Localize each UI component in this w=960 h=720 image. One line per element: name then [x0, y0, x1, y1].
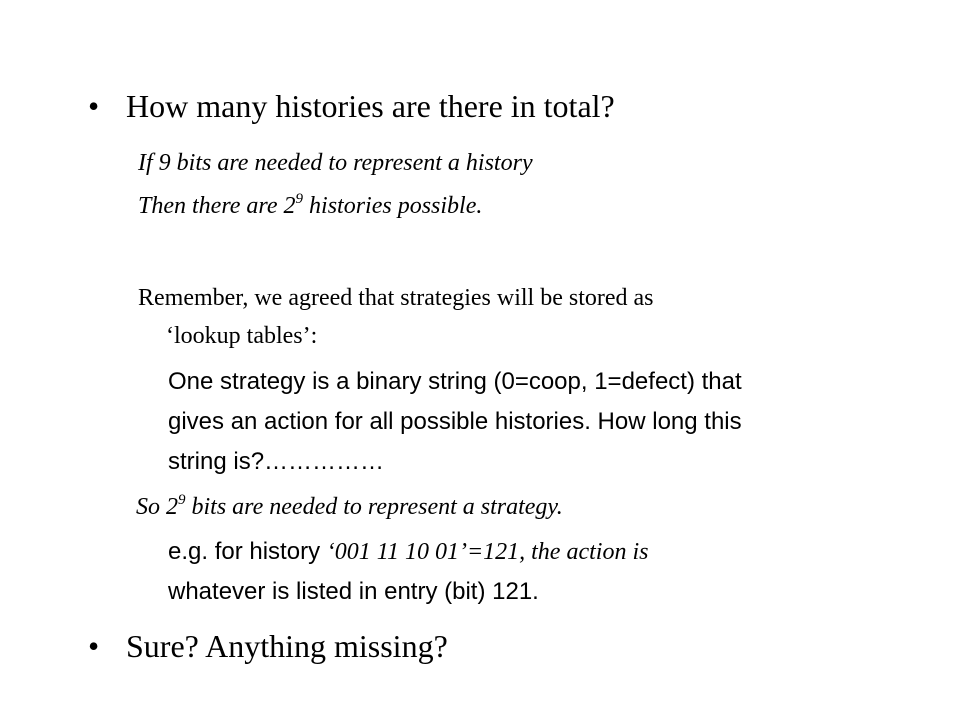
then-line: Then there are $2^9$ histories possible. [138, 191, 483, 219]
eg-line-2: whatever is listed in entry (bit) 121. [168, 578, 539, 605]
so-line: So $2^9$ bits are needed to represent a strategy. [136, 492, 563, 520]
remember-line-1: Remember, we agreed that strategies will be stored as [138, 285, 654, 311]
strategy-line-3: string is?…………… [168, 448, 385, 475]
bullet-1-text: How many histories are there in total? [126, 88, 615, 124]
bullet-2-text: Sure? Anything missing? [126, 628, 448, 664]
eg-line-1: e.g. for history ‘001 11 10 01’=121, the action is [168, 538, 649, 565]
strategy-line-1: One strategy is a binary string (0=coop, 1=defect) that [168, 368, 742, 395]
bullet-1-dot: • [88, 88, 100, 124]
bullet-2-dot: • [88, 628, 100, 664]
remember-line-2: ‘lookup tables’: [166, 323, 318, 349]
if-line: If 9 bits are needed to represent a history [138, 150, 533, 176]
strategy-line-2: gives an action for all possible histories. How long this [168, 408, 742, 435]
